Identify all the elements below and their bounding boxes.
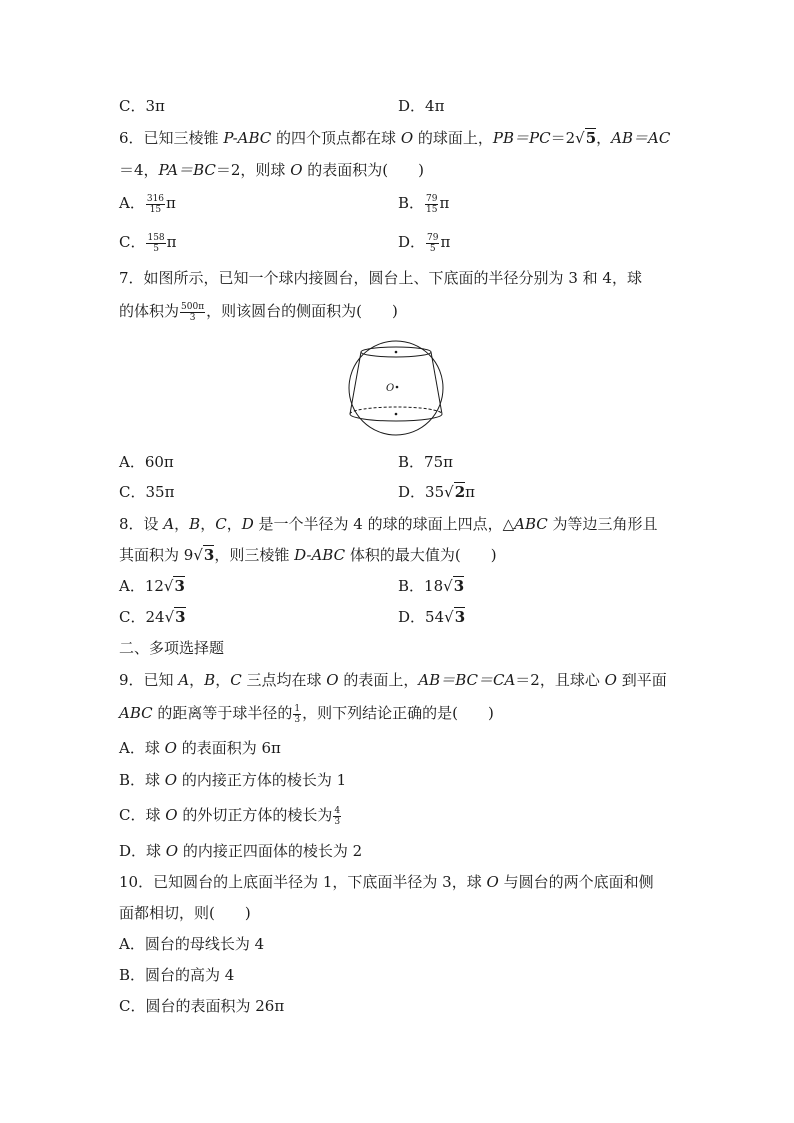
q8-stem-line2: 其面积为 9√3，则三棱锥 D-ABC 体积的最大值为( ) bbox=[119, 546, 497, 564]
q6-stem-line2: ＝4，PA＝BC＝2，则球 O 的表面积为( ) bbox=[119, 161, 424, 179]
q8-option-b: B．18√3 bbox=[398, 577, 465, 595]
q7-option-b: B．75π bbox=[398, 453, 453, 471]
sphere-frustum-figure bbox=[343, 338, 449, 438]
q8-option-a: A．12√3 bbox=[119, 577, 185, 595]
q8-option-c: C．24√3 bbox=[119, 608, 186, 626]
q6-option-a: A． $\frac{316}{15}$ π bbox=[119, 193, 176, 215]
q7-stem-line1: 7．如图所示，已知一个球内接圆台，圆台上、下底面的半径分别为 3 和 4，球 bbox=[119, 269, 642, 287]
q9-option-d: D．球 O 的内接正四面体的棱长为 2 bbox=[119, 842, 363, 860]
q9-option-a: A．球 O 的表面积为 6π bbox=[119, 739, 281, 757]
q9-option-c: C．球 O 的外切正方体的棱长为 $\frac{4}{3}$ bbox=[119, 805, 341, 827]
q5-option-d: D．4π bbox=[398, 97, 445, 115]
q9-stem-line1: 9．已知 A，B，C 三点均在球 O 的表面上，AB＝BC＝CA＝2，且球心 O 到平面 bbox=[119, 671, 667, 689]
q10-option-a: A．圆台的母线长为 4 bbox=[119, 935, 265, 953]
q6-option-c: C． $\frac{158}{5}$ π bbox=[119, 232, 177, 254]
q9-stem-line2: ABC 的距离等于球半径的 $\frac{1}{3}$ ，则下列结论正确的是( ) bbox=[119, 703, 494, 725]
q5-option-c: C．3π bbox=[119, 97, 165, 115]
section-heading-multiple-choice: 二、多项选择题 bbox=[119, 639, 225, 657]
q8-stem-line1: 8．设 A，B，C，D 是一个半径为 4 的球的球面上四点，△ABC 为等边三角形且 bbox=[119, 515, 658, 533]
figure-label-o: O bbox=[386, 383, 395, 394]
q6-option-b: B． $\frac{79}{15}$ π bbox=[398, 193, 450, 215]
q7-stem-line2: 的体积为 $\frac{500\pi}{3}$ ，则该圆台的侧面积为( ) bbox=[119, 301, 398, 323]
q9-option-b: B．球 O 的内接正方体的棱长为 1 bbox=[119, 771, 347, 789]
q6-stem-line1: 6．已知三棱锥 P-ABC 的四个顶点都在球 O 的球面上，PB＝PC＝2√5，AB＝AC bbox=[119, 129, 671, 147]
q7-option-d: D．35√2π bbox=[398, 483, 475, 501]
q8-option-d: D．54√3 bbox=[398, 608, 466, 626]
q10-stem-line2: 面都相切，则( ) bbox=[119, 904, 251, 922]
q6-option-d: D． $\frac{79}{5}$ π bbox=[398, 232, 451, 254]
q7-option-c: C．35π bbox=[119, 483, 175, 501]
q10-option-c: C．圆台的表面积为 26π bbox=[119, 997, 285, 1015]
q7-option-a: A．60π bbox=[119, 453, 174, 471]
q10-option-b: B．圆台的高为 4 bbox=[119, 966, 235, 984]
q10-stem-line1: 10．已知圆台的上底面半径为 1，下底面半径为 3，球 O 与圆台的两个底面和侧 bbox=[119, 873, 654, 891]
